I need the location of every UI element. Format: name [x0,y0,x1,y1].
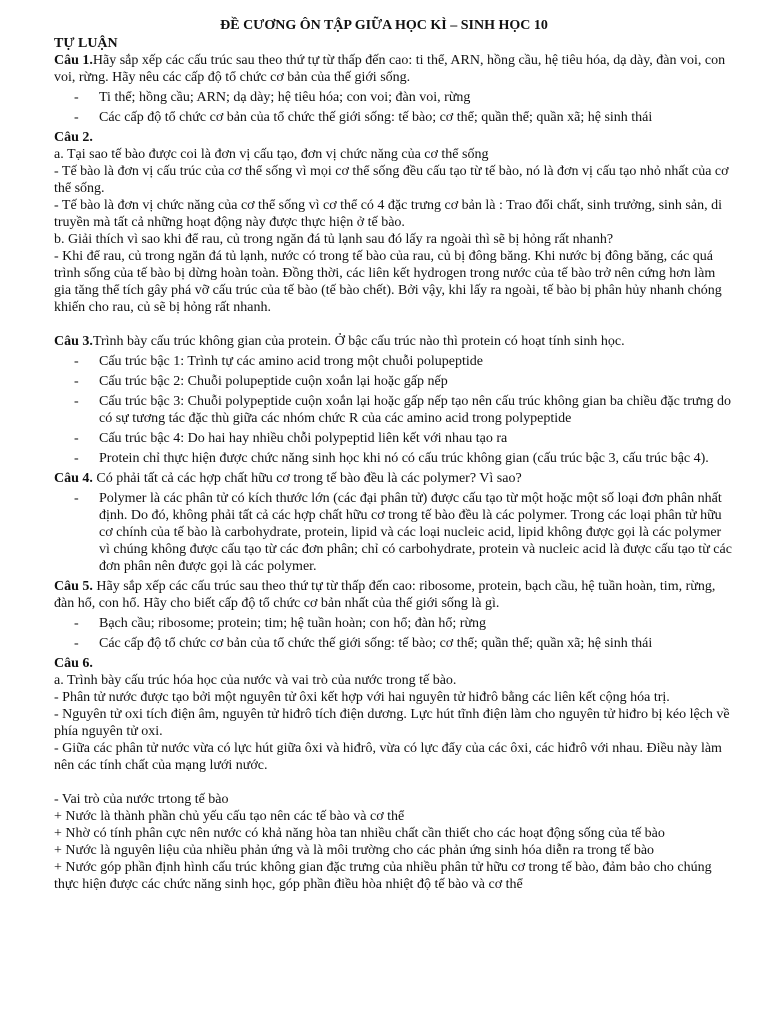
question-5-answers [54,615,734,652]
question-5-text: Hãy sắp xếp các cấu trúc sau theo thứ tự từ thấp đến cao: ribosome, protein, bạch cầu, hệ tuần hoàn, tim, rừng, đàn hổ, con hổ. Hãy cho biết cấp độ tổ chức cơ bản nhất của thế giới sống là gì. [54,579,716,611]
question-5-label: Câu 5. [54,579,93,594]
spacer [54,774,734,791]
question-5 [54,578,734,612]
answer-line: - Tế bào là đơn vị chức năng của cơ thể sống vì cơ thể có 4 đặc trưng cơ bản là : Trao đổi chất, sinh trưởng, sinh sản, di truyền mà tất cả những hoạt động này được thực hiện ở tế bào. [54,198,722,230]
spacer [54,316,734,333]
question-4-label: Câu 4. [54,471,93,486]
question-1-text: Hãy sắp xếp các cấu trúc sau theo thứ tự từ thấp đến cao: ti thể, ARN, hồng cầu, hệ tiêu hóa, dạ dày, đàn voi, con voi, rừng. Hãy nêu các cấp độ tổ chức cơ bản của thế giới sống. [54,53,726,85]
answer-line: - Giữa các phân tử nước vừa có lực hút giữa ôxi và hiđrô, vừa có lực đẩy của các ôxi, các hiđrô với nhau. Điều này làm nên các tính chất của mạng lưới nước. [54,741,722,773]
question-3-label: Câu 3. [54,334,93,349]
list-item: - Ti thể; hồng cầu; ARN; dạ dày; hệ tiêu hóa; con voi; đàn voi, rừng [54,89,734,106]
question-2-label: Câu 2. [54,130,93,145]
answer-line: a. Tại sao tế bào được coi là đơn vị cấu tạo, đơn vị chức năng của cơ thể sống [54,147,489,162]
list-item: - Bạch cầu; ribosome; protein; tim; hệ tuần hoàn; con hổ; đàn hổ; rừng [54,615,734,632]
question-3-text: Trình bày cấu trúc không gian của protein. Ở bậc cấu trúc nào thì protein có hoạt tính sinh học. [92,334,625,349]
list-item: - Các cấp độ tổ chức cơ bản của tổ chức thế giới sống: tế bào; cơ thể; quần thể; quần xã; hệ sinh thái [54,109,734,126]
list-item: - Polymer là các phân tử có kích thước lớn (các đại phân tử) được cấu tạo từ một hoặc một số loại đơn phân nhất định. Do đó, không phải tất cả các hợp chất hữu cơ trong tế bào đều là các polymer. Trong các loại phân tử hữu cơ chính của tế bào là carbohydrate, protein, lipid và các loại nucleic acid, lipid không được gọi là các polymer vì chúng không được cấu tạo từ các đơn phân; chỉ có carbohydrate, protein và nucleic acid là được cấu tạo từ các đơn phân nên được gọi là các polymer. [54,490,734,575]
answer-line: - Khi để rau, củ trong ngăn đá tủ lạnh, nước có trong tế bào của rau, củ bị đông băng. Khi nước bị đông băng, các quá trình sống của tế bào bị dừng hoàn toàn. Đồng thời, các liên kết hydrogen trong nước của tế bào trở nên cứng hơn làm gia tăng thể tích gây phá vỡ cấu trúc của tế bào (tế bào chết). Bởi vậy, khi lấy ra ngoài, tế bào bị phân hủy nhanh chóng khiến cho rau, củ sẽ bị hỏng rất nhanh. [54,249,722,315]
question-4-text: Có phải tất cả các hợp chất hữu cơ trong tế bào đều là các polymer? Vì sao? [92,471,522,486]
answer-line: - Phân tử nước được tạo bởi một nguyên tử ôxi kết hợp với hai nguyên tử hiđrô bằng các liên kết cộng hóa trị. [54,690,670,705]
answer-line: - Tế bào là đơn vị cấu trúc của cơ thể sống vì mọi cơ thể sống đều cấu tạo từ tế bào, nó là đơn vị cấu tạo nhỏ nhất của cơ thể sống. [54,164,729,196]
question-3 [54,333,734,350]
document-title: ĐỀ CƯƠNG ÔN TẬP GIỮA HỌC KÌ – SINH HỌC 10 [220,18,548,33]
answer-line: a. Trình bày cấu trúc hóa học của nước và vai trò của nước trong tế bào. [54,673,457,688]
answer-line: - Nguyên tử oxi tích điện âm, nguyên tử hiđrô tích điện dương. Lực hút tĩnh điện làm cho nguyên tử hiđro bị kéo lệch về phía nguyên tử oxi. [54,707,730,739]
list-item: - Cấu trúc bậc 4: Do hai hay nhiều chỗi polypeptid liên kết với nhau tạo ra [54,430,734,447]
answer-line: + Nước là nguyên liệu của nhiều phản ứng và là môi trường cho các phản ứng sinh hóa diễn ra trong tế bào [54,843,655,858]
answer-line: + Nước là thành phần chủ yếu cấu tạo nên các tế bào và cơ thể [54,809,405,824]
question-3-answers [54,353,734,467]
list-item: - Cấu trúc bậc 3: Chuỗi polypeptide cuộn xoắn lại hoặc gấp nếp tạo nên cấu trúc không gian ba chiều đặc trưng do có sự tương tác đặc thù giữa các nhóm chức R của các amino acid trong polypeptide [54,393,734,427]
answer-line: + Nước góp phần định hình cấu trúc không gian đặc trưng của nhiều phân tử hữu cơ trong tế bào, đảm bảo cho chúng thực hiện được các chức năng sinh học, góp phần điều hòa nhiệt độ tế bào và cơ thể [54,860,712,892]
question-4 [54,470,734,487]
list-item: - Cấu trúc bậc 2: Chuỗi polupeptide cuộn xoắn lại hoặc gấp nếp [54,373,734,390]
section-heading: TỰ LUẬN [54,36,118,51]
answer-line: - Vai trò của nước trtong tế bào [54,792,229,807]
list-item: - Cấu trúc bậc 1: Trình tự các amino acid trong một chuỗi polupeptide [54,353,734,370]
question-1-answers [54,89,734,126]
question-1-label: Câu 1. [54,53,93,68]
document-body [54,35,734,893]
answer-line: b. Giải thích vì sao khi để rau, củ trong ngăn đá tủ lạnh sau đó lấy ra ngoài thì sẽ bị hỏng rất nhanh? [54,232,614,247]
list-item: - Các cấp độ tổ chức cơ bản của tổ chức thế giới sống: tế bào; cơ thể; quần thể; quần xã; hệ sinh thái [54,635,734,652]
question-6-label: Câu 6. [54,656,93,671]
question-1 [54,52,734,86]
answer-line: + Nhờ có tính phân cực nên nước có khả năng hòa tan nhiều chất cần thiết cho các hoạt động sống của tế bào [54,826,665,841]
list-item: - Protein chỉ thực hiện được chức năng sinh học khi nó có cấu trúc không gian (cấu trúc bậc 3, cấu trúc bậc 4). [54,450,734,467]
question-4-answers [54,490,734,575]
